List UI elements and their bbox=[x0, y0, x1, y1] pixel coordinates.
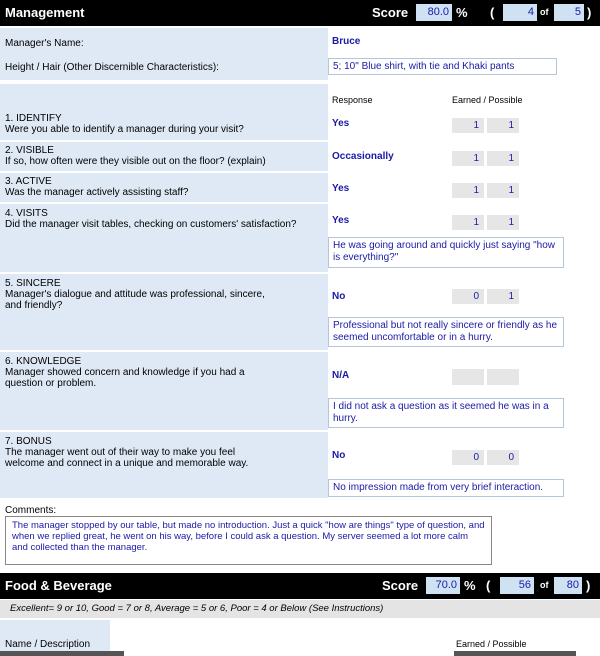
q4-answer[interactable]: Yes bbox=[332, 215, 350, 226]
q1-earned: 1 bbox=[452, 118, 484, 133]
q4-possible: 1 bbox=[487, 215, 519, 230]
q1-answer[interactable]: Yes bbox=[332, 118, 350, 129]
q4-label-bg bbox=[0, 204, 328, 272]
possible-value: 5 bbox=[554, 4, 584, 21]
q4-comment-field[interactable]: He was going around and quickly just saying "how is everything?" bbox=[328, 237, 564, 268]
possible-value: 80 bbox=[554, 577, 582, 594]
manager-name-label: Manager's Name: bbox=[5, 38, 84, 49]
rating-scale-note: Excellent= 9 or 10, Good = 7 or 8, Average = 5 or 6, Poor = 4 or Below (See Instructions) bbox=[10, 603, 384, 614]
q6-possible bbox=[487, 369, 519, 385]
q1-description: Were you able to identify a manager during your visit? bbox=[5, 124, 244, 135]
score-value: 80.0 bbox=[416, 4, 452, 21]
q4-description: Did the manager visit tables, checking on customers' satisfaction? bbox=[5, 219, 297, 230]
of-label: of bbox=[540, 580, 549, 590]
earned-possible-column-header: Earned / Possible bbox=[452, 95, 523, 105]
q3-description: Was the manager actively assisting staff? bbox=[5, 187, 189, 198]
q6-description: Manager showed concern and knowledge if you had a bbox=[5, 367, 245, 378]
earned-value: 56 bbox=[500, 577, 534, 594]
q6-earned bbox=[452, 369, 484, 385]
q1-title: 1. IDENTIFY bbox=[5, 113, 62, 124]
score-label: Score bbox=[382, 578, 419, 593]
q6-answer[interactable]: N/A bbox=[332, 370, 350, 381]
q2-description: If so, how often were they visible out on the floor? (explain) bbox=[5, 156, 266, 167]
food-name-column-bar bbox=[0, 651, 124, 656]
q3-title: 3. ACTIVE bbox=[5, 176, 52, 187]
q7-description: The manager went out of their way to make you feel bbox=[5, 447, 236, 458]
percent-sign: % bbox=[464, 578, 476, 593]
management-header bbox=[0, 0, 600, 26]
q7-possible: 0 bbox=[487, 450, 519, 465]
q6-title: 6. KNOWLEDGE bbox=[5, 356, 82, 367]
q6-description-2: question or problem. bbox=[5, 378, 97, 389]
q4-earned: 1 bbox=[452, 215, 484, 230]
q7-answer[interactable]: No bbox=[332, 450, 346, 461]
percent-sign: % bbox=[456, 5, 468, 20]
q2-possible: 1 bbox=[487, 151, 519, 166]
q3-possible: 1 bbox=[487, 183, 519, 198]
q5-answer[interactable]: No bbox=[332, 291, 346, 302]
q1-possible: 1 bbox=[487, 118, 519, 133]
q5-comment-field[interactable]: Professional but not really sincere or friendly as he seemed uncomfortable or in a hurry. bbox=[328, 317, 564, 347]
score-label: Score bbox=[372, 5, 409, 20]
manager-name-field[interactable]: Bruce bbox=[328, 34, 592, 51]
comments-field[interactable]: The manager stopped by our table, but made no introduction. Just a quick "how are things" type of question, and when we replied great, he went on his way, before I could ask a question. My server seemed a lot more calm and collected than the manager. bbox=[5, 516, 492, 565]
name-description-header: Name / Description bbox=[5, 639, 91, 650]
open-paren: ( bbox=[486, 578, 491, 593]
close-paren: ) bbox=[587, 5, 592, 20]
q7-description-2: welcome and connect in a unique and memorable way. bbox=[5, 458, 249, 469]
earned-value: 4 bbox=[503, 4, 537, 21]
food-beverage-header bbox=[0, 573, 600, 599]
height-hair-field[interactable]: 5; 10" Blue shirt, with tie and Khaki pants bbox=[328, 58, 557, 75]
close-paren: ) bbox=[586, 578, 591, 593]
height-hair-label: Height / Hair (Other Discernible Characteristics): bbox=[5, 62, 219, 73]
q6-comment-field[interactable]: I did not ask a question as it seemed he was in a hurry. bbox=[328, 398, 564, 428]
q7-title: 7. BONUS bbox=[5, 436, 52, 447]
q2-earned: 1 bbox=[452, 151, 484, 166]
food-score-column-bar bbox=[454, 651, 576, 656]
q4-title: 4. VISITS bbox=[5, 208, 48, 219]
q5-description: Manager's dialogue and attitude was professional, sincere, bbox=[5, 289, 265, 300]
q3-answer[interactable]: Yes bbox=[332, 183, 350, 194]
q3-earned: 1 bbox=[452, 183, 484, 198]
comments-label: Comments: bbox=[5, 505, 57, 516]
q5-title: 5. SINCERE bbox=[5, 278, 61, 289]
q7-comment-field[interactable]: No impression made from very brief interaction. bbox=[328, 479, 564, 497]
q7-earned: 0 bbox=[452, 450, 484, 465]
q2-title: 2. VISIBLE bbox=[5, 145, 54, 156]
section-title: Food & Beverage bbox=[5, 578, 112, 593]
q2-answer[interactable]: Occasionally bbox=[332, 151, 394, 162]
q5-possible: 1 bbox=[487, 289, 519, 304]
of-label: of bbox=[540, 7, 549, 17]
score-value: 70.0 bbox=[426, 577, 460, 594]
q5-description-2: and friendly? bbox=[5, 300, 63, 311]
q5-earned: 0 bbox=[452, 289, 484, 304]
response-column-header: Response bbox=[332, 95, 373, 105]
section-title: Management bbox=[5, 5, 85, 20]
open-paren: ( bbox=[490, 5, 495, 20]
food-earned-possible-header: Earned / Possible bbox=[456, 639, 527, 649]
